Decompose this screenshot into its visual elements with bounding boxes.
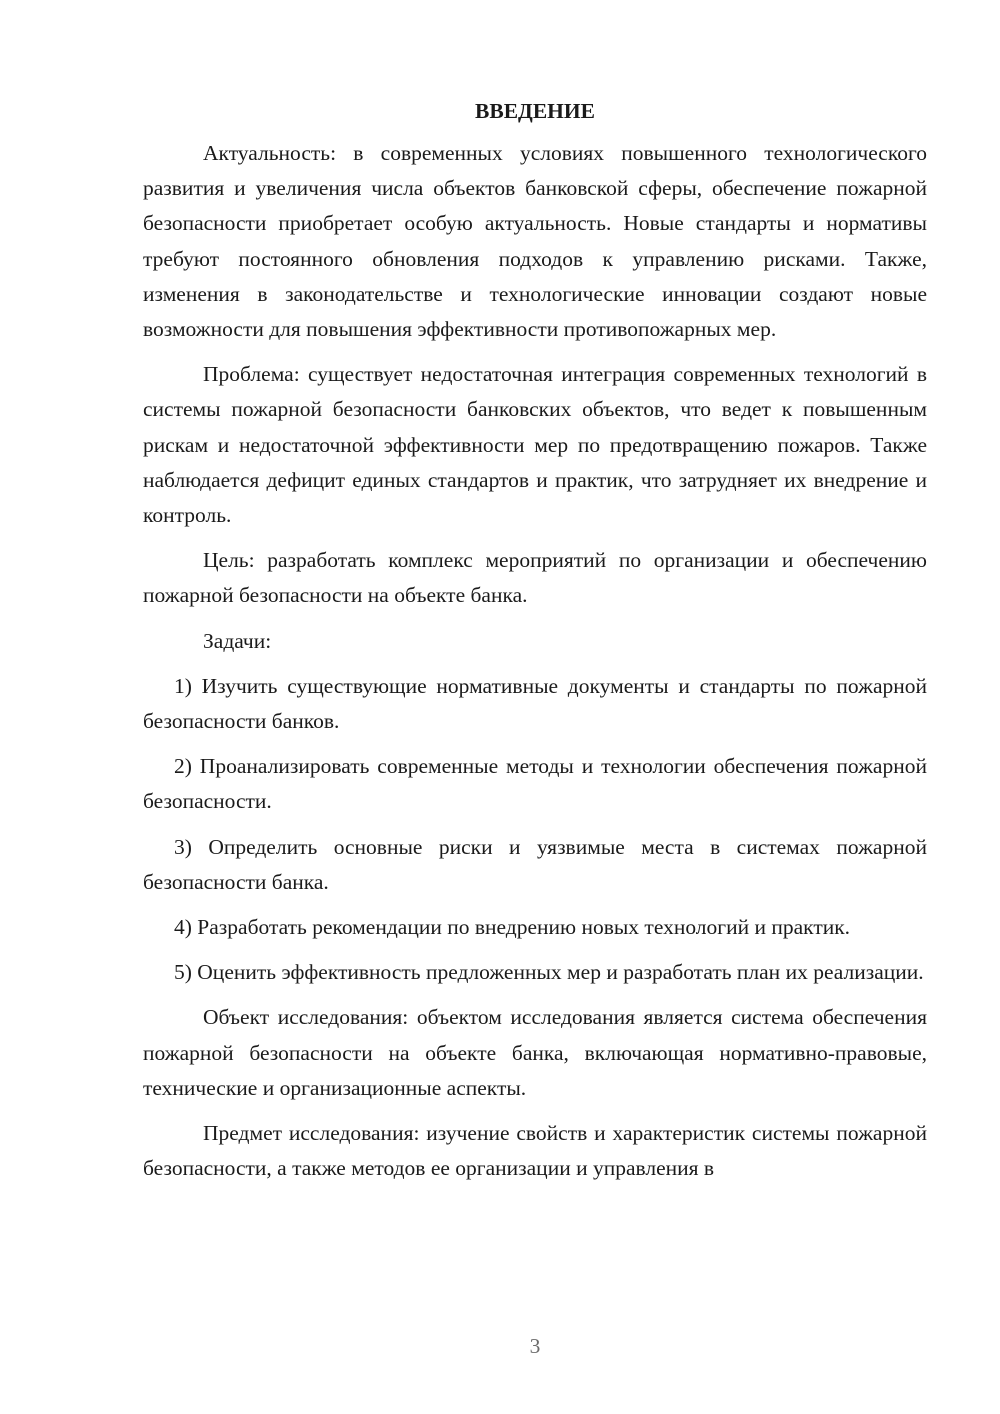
task-item-2: 2) Проанализировать современные методы и технологии обеспечения пожарной безопасности.: [143, 754, 927, 814]
tasks-heading: Задачи:: [203, 628, 272, 653]
task-item-1: 1) Изучить существующие нормативные документы и стандарты по пожарной безопасности банков.: [143, 673, 927, 734]
paragraph-subject: Предмет исследования: изучение свойств и характеристик системы пожарной безопасности, а также методов ее организации и управления в: [143, 1121, 927, 1181]
paragraph-problem: Проблема: существует недостаточная интеграция современных технологий в системы пожарной безопасности банковских объектов, что ведет к повышенным рискам и недостаточной эффективности мер по предотвращению пожаров. Также наблюдается дефицит единых стандартов и практик, что затрудняет их внедрение и контроль.: [143, 362, 927, 528]
page-number: 3: [529, 1334, 541, 1358]
page-content: [143, 96, 927, 1196]
task-item-3: 3) Определить основные риски и уязвимые места в системах пожарной безопасности банка.: [143, 834, 927, 894]
paragraph-object: Объект исследования: объектом исследования является система обеспечения пожарной безопасности на объекте банка, включающая нормативно-правовые, технические и организационные аспекты.: [143, 1005, 927, 1100]
section-title: ВВЕДЕНИЕ: [475, 99, 595, 123]
task-item-4: 4) Разработать рекомендации по внедрению новых технологий и практик.: [174, 915, 851, 940]
paragraph-relevance: Актуальность: в современных условиях повышенного технологического развития и увеличения числа объектов банковской сферы, обеспечение пожарной безопасности приобретает особую актуальность. Новые стандарты и нормативы требуют постоянного обновления подходов к управлению рисками. Также, изменения в законодательстве и технологические инновации создают новые возможности для повышения эффективности противопожарных мер.: [143, 141, 927, 342]
task-item-5: 5) Оценить эффективность предложенных мер и разработать план их реализации.: [174, 960, 924, 985]
paragraph-goal: Цель: разработать комплекс мероприятий по организации и обеспечению пожарной безопасности на объекте банка.: [143, 548, 927, 608]
